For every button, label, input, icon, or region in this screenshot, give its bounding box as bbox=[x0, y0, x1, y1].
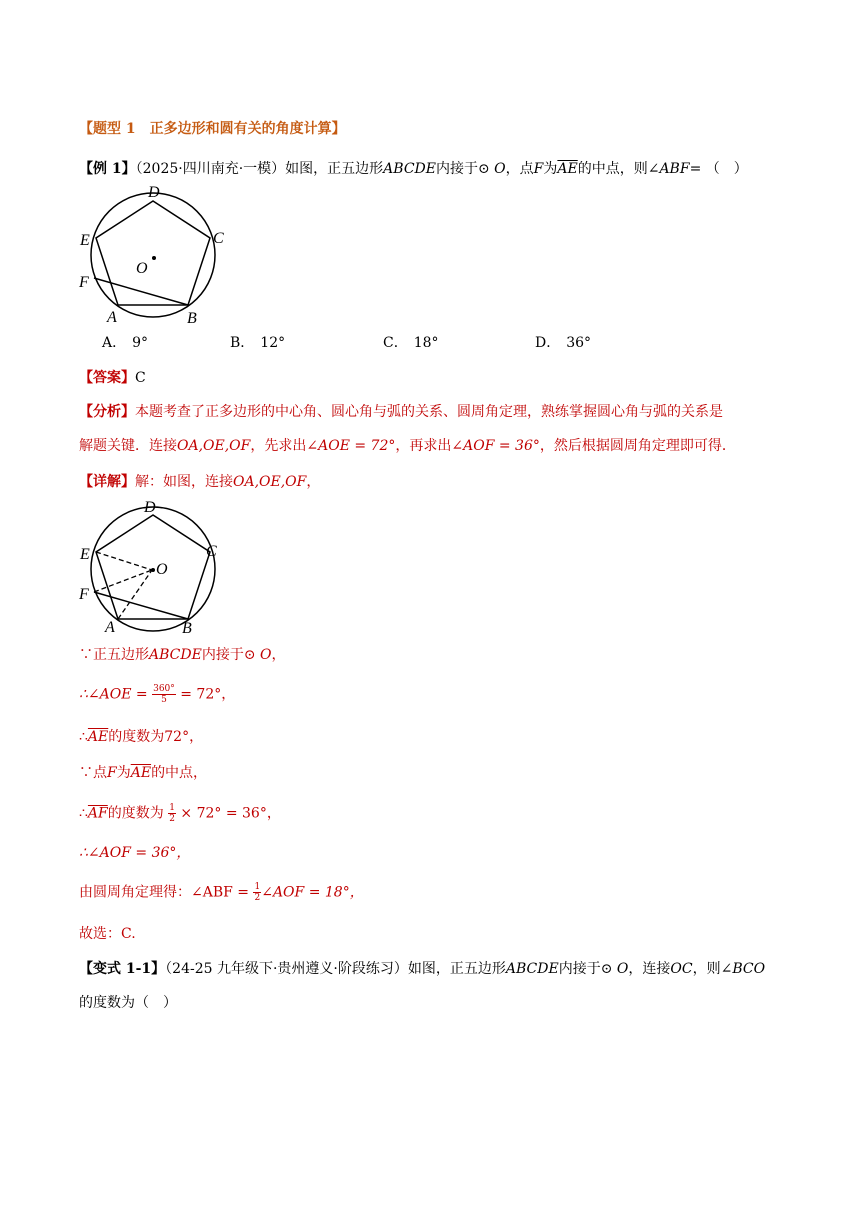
step-math: = 72°， bbox=[180, 686, 236, 703]
option-letter: A． bbox=[102, 335, 127, 351]
label-c: C bbox=[213, 230, 224, 247]
option-c bbox=[383, 333, 439, 353]
fraction bbox=[168, 803, 176, 824]
step-text: 内接于 bbox=[201, 647, 244, 663]
label-b: B bbox=[187, 310, 197, 327]
step-text: 的度数为 bbox=[107, 805, 164, 822]
analysis-math: ∠AOF = 36° bbox=[451, 438, 540, 454]
label-o: O bbox=[136, 260, 148, 277]
fraction bbox=[152, 684, 176, 705]
option-d bbox=[535, 333, 591, 353]
variant-text: ，连接 bbox=[628, 961, 671, 977]
point-label: F bbox=[107, 765, 117, 781]
analysis-math: ∠AOE = 72° bbox=[306, 438, 396, 454]
step-text: 的度数为72°， bbox=[108, 729, 204, 745]
step-math: ∴∠AOE = bbox=[79, 686, 148, 703]
label-f: F bbox=[79, 274, 89, 291]
analysis-text: 解题关键．连接 bbox=[79, 438, 177, 454]
point-label: F bbox=[533, 161, 544, 177]
label-d: D bbox=[144, 499, 156, 516]
fraction-denominator: 2 bbox=[169, 814, 175, 824]
fraction-numerator: 1 bbox=[254, 882, 261, 892]
analysis-tag: 【分析】 bbox=[79, 404, 135, 420]
label-d: D bbox=[148, 184, 160, 201]
analysis-line-2 bbox=[79, 436, 736, 456]
step-text: 为 bbox=[116, 765, 131, 781]
option-a bbox=[102, 333, 148, 353]
option-value: 9° bbox=[132, 335, 149, 351]
example-tag: 【例 1】 bbox=[79, 161, 136, 177]
detail-text: 解：如图，连接 bbox=[135, 474, 233, 490]
question-text: 如图，正五边形 bbox=[285, 161, 384, 177]
variant-text: 内接于 bbox=[558, 961, 601, 977]
option-value: 18° bbox=[413, 335, 439, 351]
step-math: ⊙ O bbox=[243, 647, 272, 663]
analysis-line-1 bbox=[79, 402, 723, 422]
arc-label: $\overline{AE}$ bbox=[130, 765, 152, 781]
variant-question-line-2: 的度数为（ ） bbox=[79, 995, 177, 1011]
analysis-text: ，再求出 bbox=[395, 438, 452, 454]
step-6: ∴∠AOF = 36°， bbox=[79, 845, 191, 861]
label-f: F bbox=[79, 586, 89, 603]
polygon-name: ABCDE bbox=[505, 961, 559, 977]
variant-text: ，则 bbox=[692, 961, 721, 977]
step-text: ∴ bbox=[79, 805, 88, 822]
analysis-math: OA,OE,OF bbox=[177, 438, 251, 454]
step-text: 的中点， bbox=[151, 765, 208, 781]
analysis-text: ，然后根据圆周角定理即可得． bbox=[539, 438, 736, 454]
step-math: ABCDE bbox=[149, 647, 202, 663]
question-text: ，点 bbox=[505, 161, 534, 177]
analysis-text: ，先求出 bbox=[250, 438, 307, 454]
step-1 bbox=[79, 645, 286, 665]
step-2 bbox=[79, 684, 235, 705]
label-e: E bbox=[80, 232, 90, 249]
figure-pentagon-1 bbox=[76, 180, 236, 328]
section-title: 【题型 1 正多边形和圆有关的角度计算】 bbox=[79, 121, 346, 137]
step-4 bbox=[79, 763, 207, 783]
option-value: 36° bbox=[566, 335, 592, 351]
polygon-name: ABCDE bbox=[383, 161, 436, 177]
circle-symbol: ⊙ O bbox=[477, 161, 506, 177]
segment-label: OC bbox=[670, 961, 693, 977]
option-letter: B． bbox=[230, 335, 255, 351]
label-o: O bbox=[156, 561, 168, 578]
pentagon bbox=[96, 515, 210, 619]
center-point bbox=[152, 256, 156, 260]
answer-value: C bbox=[135, 370, 146, 386]
fraction-numerator: 360° bbox=[153, 684, 175, 694]
label-c: C bbox=[206, 543, 217, 560]
step-5 bbox=[79, 803, 281, 824]
step-7 bbox=[79, 882, 364, 903]
segment-oe bbox=[96, 552, 152, 570]
answer-tag: 【答案】 bbox=[79, 370, 135, 386]
fraction-numerator: 1 bbox=[169, 803, 175, 813]
arc-label: $\overline{AF}$ bbox=[87, 805, 108, 822]
center-point bbox=[151, 568, 155, 572]
variant-question-line-1 bbox=[79, 959, 765, 979]
variant-tag: 【变式 1-1】 bbox=[79, 961, 166, 977]
segment-bf bbox=[94, 592, 188, 619]
question-text: 内接于 bbox=[435, 161, 478, 177]
angle-label: ∠ABF bbox=[647, 161, 690, 177]
label-b: B bbox=[182, 620, 192, 637]
example-question bbox=[79, 159, 748, 179]
angle-label: ∠BCO bbox=[720, 961, 766, 977]
detail-text: ， bbox=[306, 474, 321, 490]
step-8: 故选：C. bbox=[79, 926, 136, 942]
pentagon bbox=[96, 201, 210, 305]
label-a: A bbox=[107, 309, 117, 326]
step-text: ， bbox=[271, 647, 286, 663]
segment-oa bbox=[118, 570, 152, 619]
detail-math: OA,OE,OF bbox=[233, 474, 307, 490]
step-text: ∴ bbox=[79, 729, 88, 745]
option-b bbox=[230, 333, 285, 353]
circle-symbol: ⊙ O bbox=[600, 961, 629, 977]
label-e: E bbox=[80, 546, 90, 563]
step-3 bbox=[79, 727, 203, 747]
segment-bf bbox=[94, 278, 188, 305]
arc-label: $\overline{AE}$ bbox=[557, 161, 578, 177]
step-text: ∵正五边形 bbox=[79, 647, 149, 663]
fraction-denominator: 2 bbox=[254, 893, 261, 903]
answer-blank: = （ ） bbox=[689, 161, 748, 177]
circumcircle bbox=[91, 193, 215, 317]
detail-intro bbox=[79, 472, 320, 492]
label-a: A bbox=[105, 619, 115, 636]
option-letter: C． bbox=[383, 335, 408, 351]
detail-tag: 【详解】 bbox=[79, 474, 135, 490]
step-math: ∠AOF = 18°， bbox=[261, 884, 364, 901]
option-value: 12° bbox=[260, 335, 286, 351]
variant-text: 如图，正五边形 bbox=[407, 961, 506, 977]
option-letter: D． bbox=[535, 335, 561, 351]
example-source: （2025·四川南充·一模） bbox=[135, 161, 286, 177]
step-text: 由圆周角定理得：∠ABF = bbox=[79, 884, 250, 901]
variant-source: （24-25 九年级下·贵州遵义·阶段练习） bbox=[165, 961, 408, 977]
step-text: ∵点 bbox=[79, 765, 107, 781]
analysis-text: 本题考查了正多边形的中心角、圆心角与弧的关系、圆周角定理，熟练掌握圆心角与弧的关系是 bbox=[135, 404, 723, 420]
question-text: 的中点，则 bbox=[577, 161, 648, 177]
question-text: 为 bbox=[543, 161, 558, 177]
answer-line bbox=[79, 368, 146, 388]
arc-label: $\overline{AE}$ bbox=[87, 729, 109, 745]
figure-pentagon-2 bbox=[76, 494, 236, 642]
fraction-denominator: 5 bbox=[161, 695, 167, 705]
step-math: × 72° = 36°， bbox=[180, 805, 281, 822]
